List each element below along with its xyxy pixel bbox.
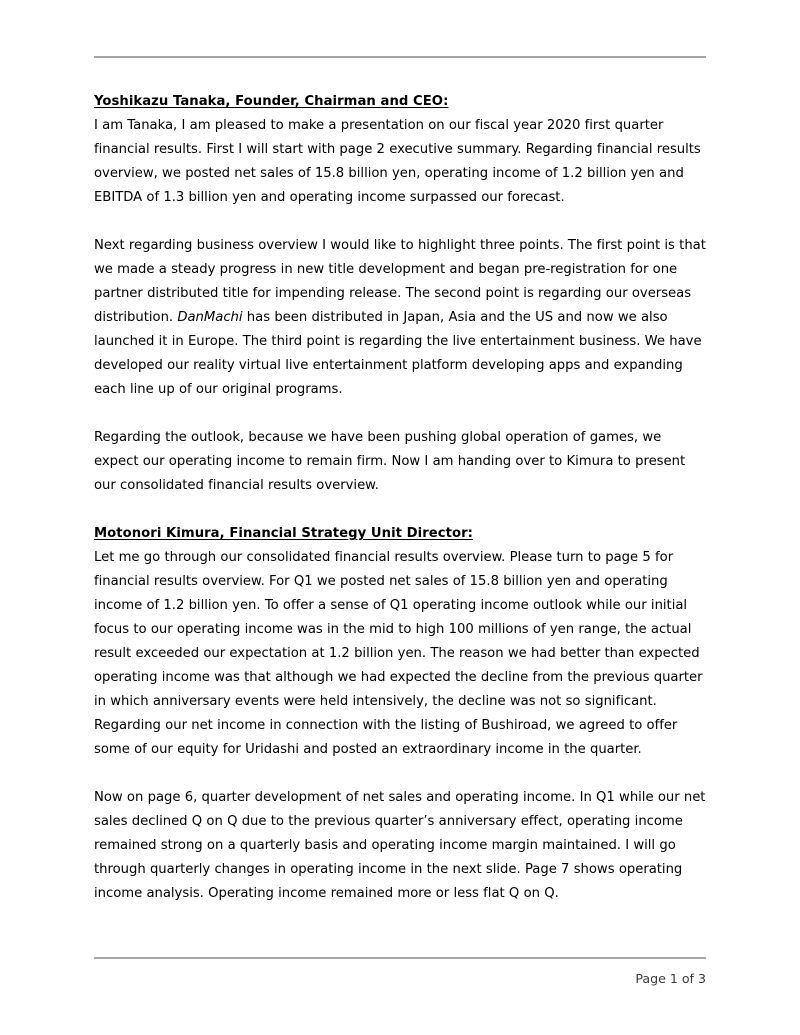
footer [94,970,706,988]
paragraph-tanaka-opening: I am Tanaka, I am pleased to make a presentation on our fiscal year 2020 first quarter financial results. First I will start with page 2 executive summary. Regarding financial results overview, we posted net sales of 15.8 billion yen, operating income of 1.2 billion yen and EBITDA of 1.3 billion yen and operating income surpassed our forecast. [94,118,701,205]
paragraph-kimura-results: Let me go through our consolidated financial results overview. Please turn to page 5 for financial results overview. For Q1 we posted net sales of 15.8 billion yen and operating income of 1.2 billion yen. To offer a sense of Q1 operating income outlook while our initial focus to our operating income was in the mid to high 100 millions of yen range, the actual result exceeded our expectation at 1.2 billion yen. The reason we had better than expected operating income was that although we had expected the decline from the previous quarter in which anniversary events were held intensively, the decline was not so significant. Regarding our net income in connection with the listing of Bushiroad, we agreed to offer some of our equity for Uridashi and posted an extraordinary income in the quarter. [94,550,703,757]
paragraph-quarter-development: Now on page 6, quarter development of net sales and operating income. In Q1 while our net sales declined Q on Q due to the previous quarter’s anniversary effect, operating income remained strong on a quarterly basis and operating income margin maintained. I will go through quarterly changes in operating income in the next slide. Page 7 shows operating income analysis. Operating income remained more or less flat Q on Q. [94,790,706,901]
business-overview-text-lead: Next regarding business overview I would like to highlight three points. The first point is that we made a steady progress in new title development and began pre-registration for one partner distributed title for impending release. The second point is regarding our overseas distribution. [94,238,706,325]
speaker-heading-kimura: Motonori Kimura, Financial Strategy Unit Director: [94,526,473,541]
title-danmachi: DanMachi [177,310,243,325]
business-overview-text-tail: has been distributed in Japan, Asia and the US and now we also launched it in Europe. The third point is regarding the live entertainment business. We have developed our reality virtual live entertainment platform developing apps and expanding each line up of our original programs. [94,310,702,397]
paragraph-spacer [94,402,708,426]
page-content-area [94,0,706,1035]
paragraph-outlook: Regarding the outlook, because we have been pushing global operation of games, we expect our operating income to remain firm. Now I am handing over to Kimura to present our consolidated financial results overview. [94,430,686,493]
header-rule [94,56,706,58]
speaker-heading-tanaka: Yoshikazu Tanaka, Founder, Chairman and CEO: [94,94,449,109]
paragraph-spacer [94,762,708,786]
paragraph-spacer [94,210,708,234]
page-number-label: Page 1 of 3 [635,971,706,986]
document-body [94,90,708,906]
footer-rule [94,957,706,959]
paragraph-spacer [94,498,708,522]
paragraph-business-overview [94,234,708,402]
